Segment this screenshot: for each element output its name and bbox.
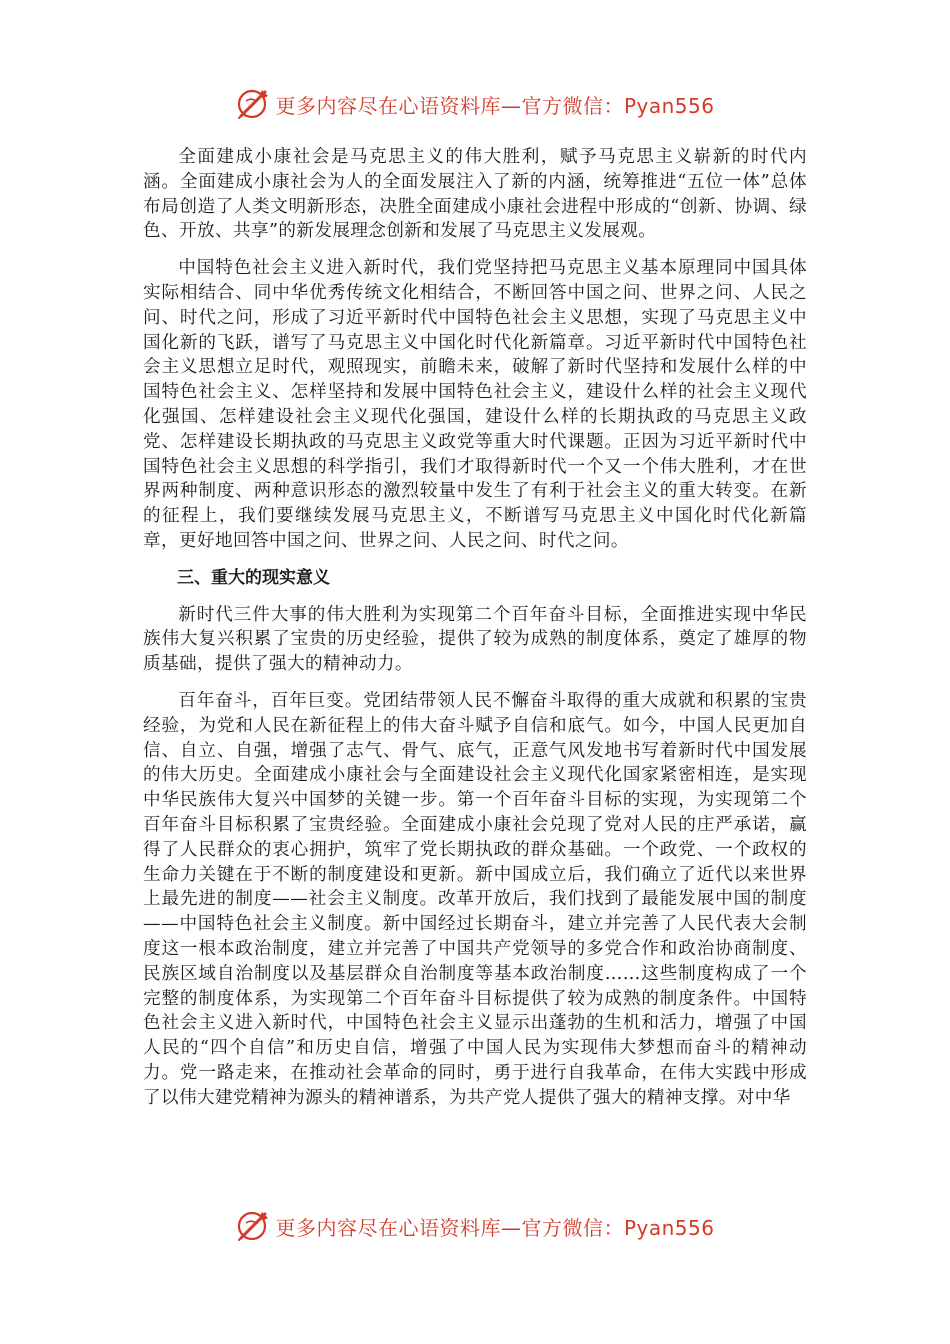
watermark-text: 更多内容尽在心语资料库—官方微信：Pyan556 [275,93,715,118]
section-heading: 三、重大的现实意义 [177,567,330,588]
paragraph-3: 新时代三件大事的伟大胜利为实现第二个百年奋斗目标，全面推进实现中华民族伟大复兴积累了宝贵的历史经验，提供了较为成熟的制度体系，奠定了雄厚的物质基础，提供了强大的精神动力。 [143,604,807,675]
pen-logo-icon [235,1208,271,1244]
document-body [143,145,807,1122]
paragraph-2: 中国特色社会主义进入新时代，我们党坚持把马克思主义基本原理同中国具体实际相结合、同中华优秀传统文化相结合，不断回答中国之问、世界之问、人民之问、时代之问，形成了习近平新时代中国特色社会主义思想，实现了马克思主义中国化新的飞跃，谱写了马克思主义中国化时代化新篇章。习近平新时代中国特色社会主义思想立足时代，观照现实，前瞻未来，破解了新时代坚持和发展什么样的中国特色社会主义、怎样坚持和发展中国特色社会主义，建设什么样的社会主义现代化强国、怎样建设社会主义现代化强国，建设什么样的长期执政的马克思主义政党、怎样建设长期执政的马克思主义政党等重大时代课题。正因为习近平新时代中国特色社会主义思想的科学指引，我们才取得新时代一个又一个伟大胜利，才在世界两种制度、两种意识形态的激烈较量中发生了有利于社会主义的重大转变。在新的征程上，我们要继续发展马克思主义，不断谱写马克思主义中国化时代化新篇章，更好地回答中国之问、世界之问、人民之问、时代之问。 [143,258,807,551]
watermark-banner-top [0,84,950,124]
watermark-text: 更多内容尽在心语资料库—官方微信：Pyan556 [275,1215,715,1240]
paragraph-4: 百年奋斗，百年巨变。党团结带领人民不懈奋斗取得的重大成就和积累的宝贵经验，为党和人民在新征程上的伟大奋斗赋予自信和底气。如今，中国人民更加自信、自立、自强，增强了志气、骨气、底气，正意气风发地书写着新时代中国发展的伟大历史。全面建成小康社会与全面建设社会主义现代化国家紧密相连，是实现中华民族伟大复兴中国梦的关键一步。第一个百年奋斗目标的实现，为实现第二个百年奋斗目标积累了宝贵经验。全面建成小康社会兑现了党对人民的庄严承诺，赢得了人民群众的衷心拥护，筑牢了党长期执政的群众基础。一个政党、一个政权的生命力关键在于不断的制度建设和更新。新中国成立后，我们确立了近代以来世界上最先进的制度——社会主义制度。改革开放后，我们找到了最能发展中国的制度——中国特色社会主义制度。新中国经过长期奋斗，建立并完善了人民代表大会制度这一根本政治制度，建立并完善了中国共产党领导的多党合作和政治协商制度、民族区域自治制度以及基层群众自治制度等基本政治制度……这些制度构成了一个完整的制度体系，为实现第二个百年奋斗目标提供了较为成熟的制度条件。中国特色社会主义进入新时代，中国特色社会主义显示出蓬勃的生机和活力，增强了中国人民的“四个自信”和历史自信，增强了中国人民为实现伟大梦想而奋斗的精神动力。党一路走来，在推动社会革命的同时，勇于进行自我革命，在伟大实践中形成了以伟大建党精神为源头的精神谱系，为共产党人提供了强大的精神支撑。对中华 [143,690,807,1108]
paragraph-1: 全面建成小康社会是马克思主义的伟大胜利，赋予马克思主义崭新的时代内涵。全面建成小康社会为人的全面发展注入了新的内涵，统筹推进“五位一体”总体布局创造了人类文明新形态，决胜全面建成小康社会进程中形成的“创新、协调、绿色、开放、共享”的新发展理念创新和发展了马克思主义发展观。 [143,147,807,242]
pen-logo-icon [235,86,271,122]
watermark-banner-bottom [0,1206,950,1246]
